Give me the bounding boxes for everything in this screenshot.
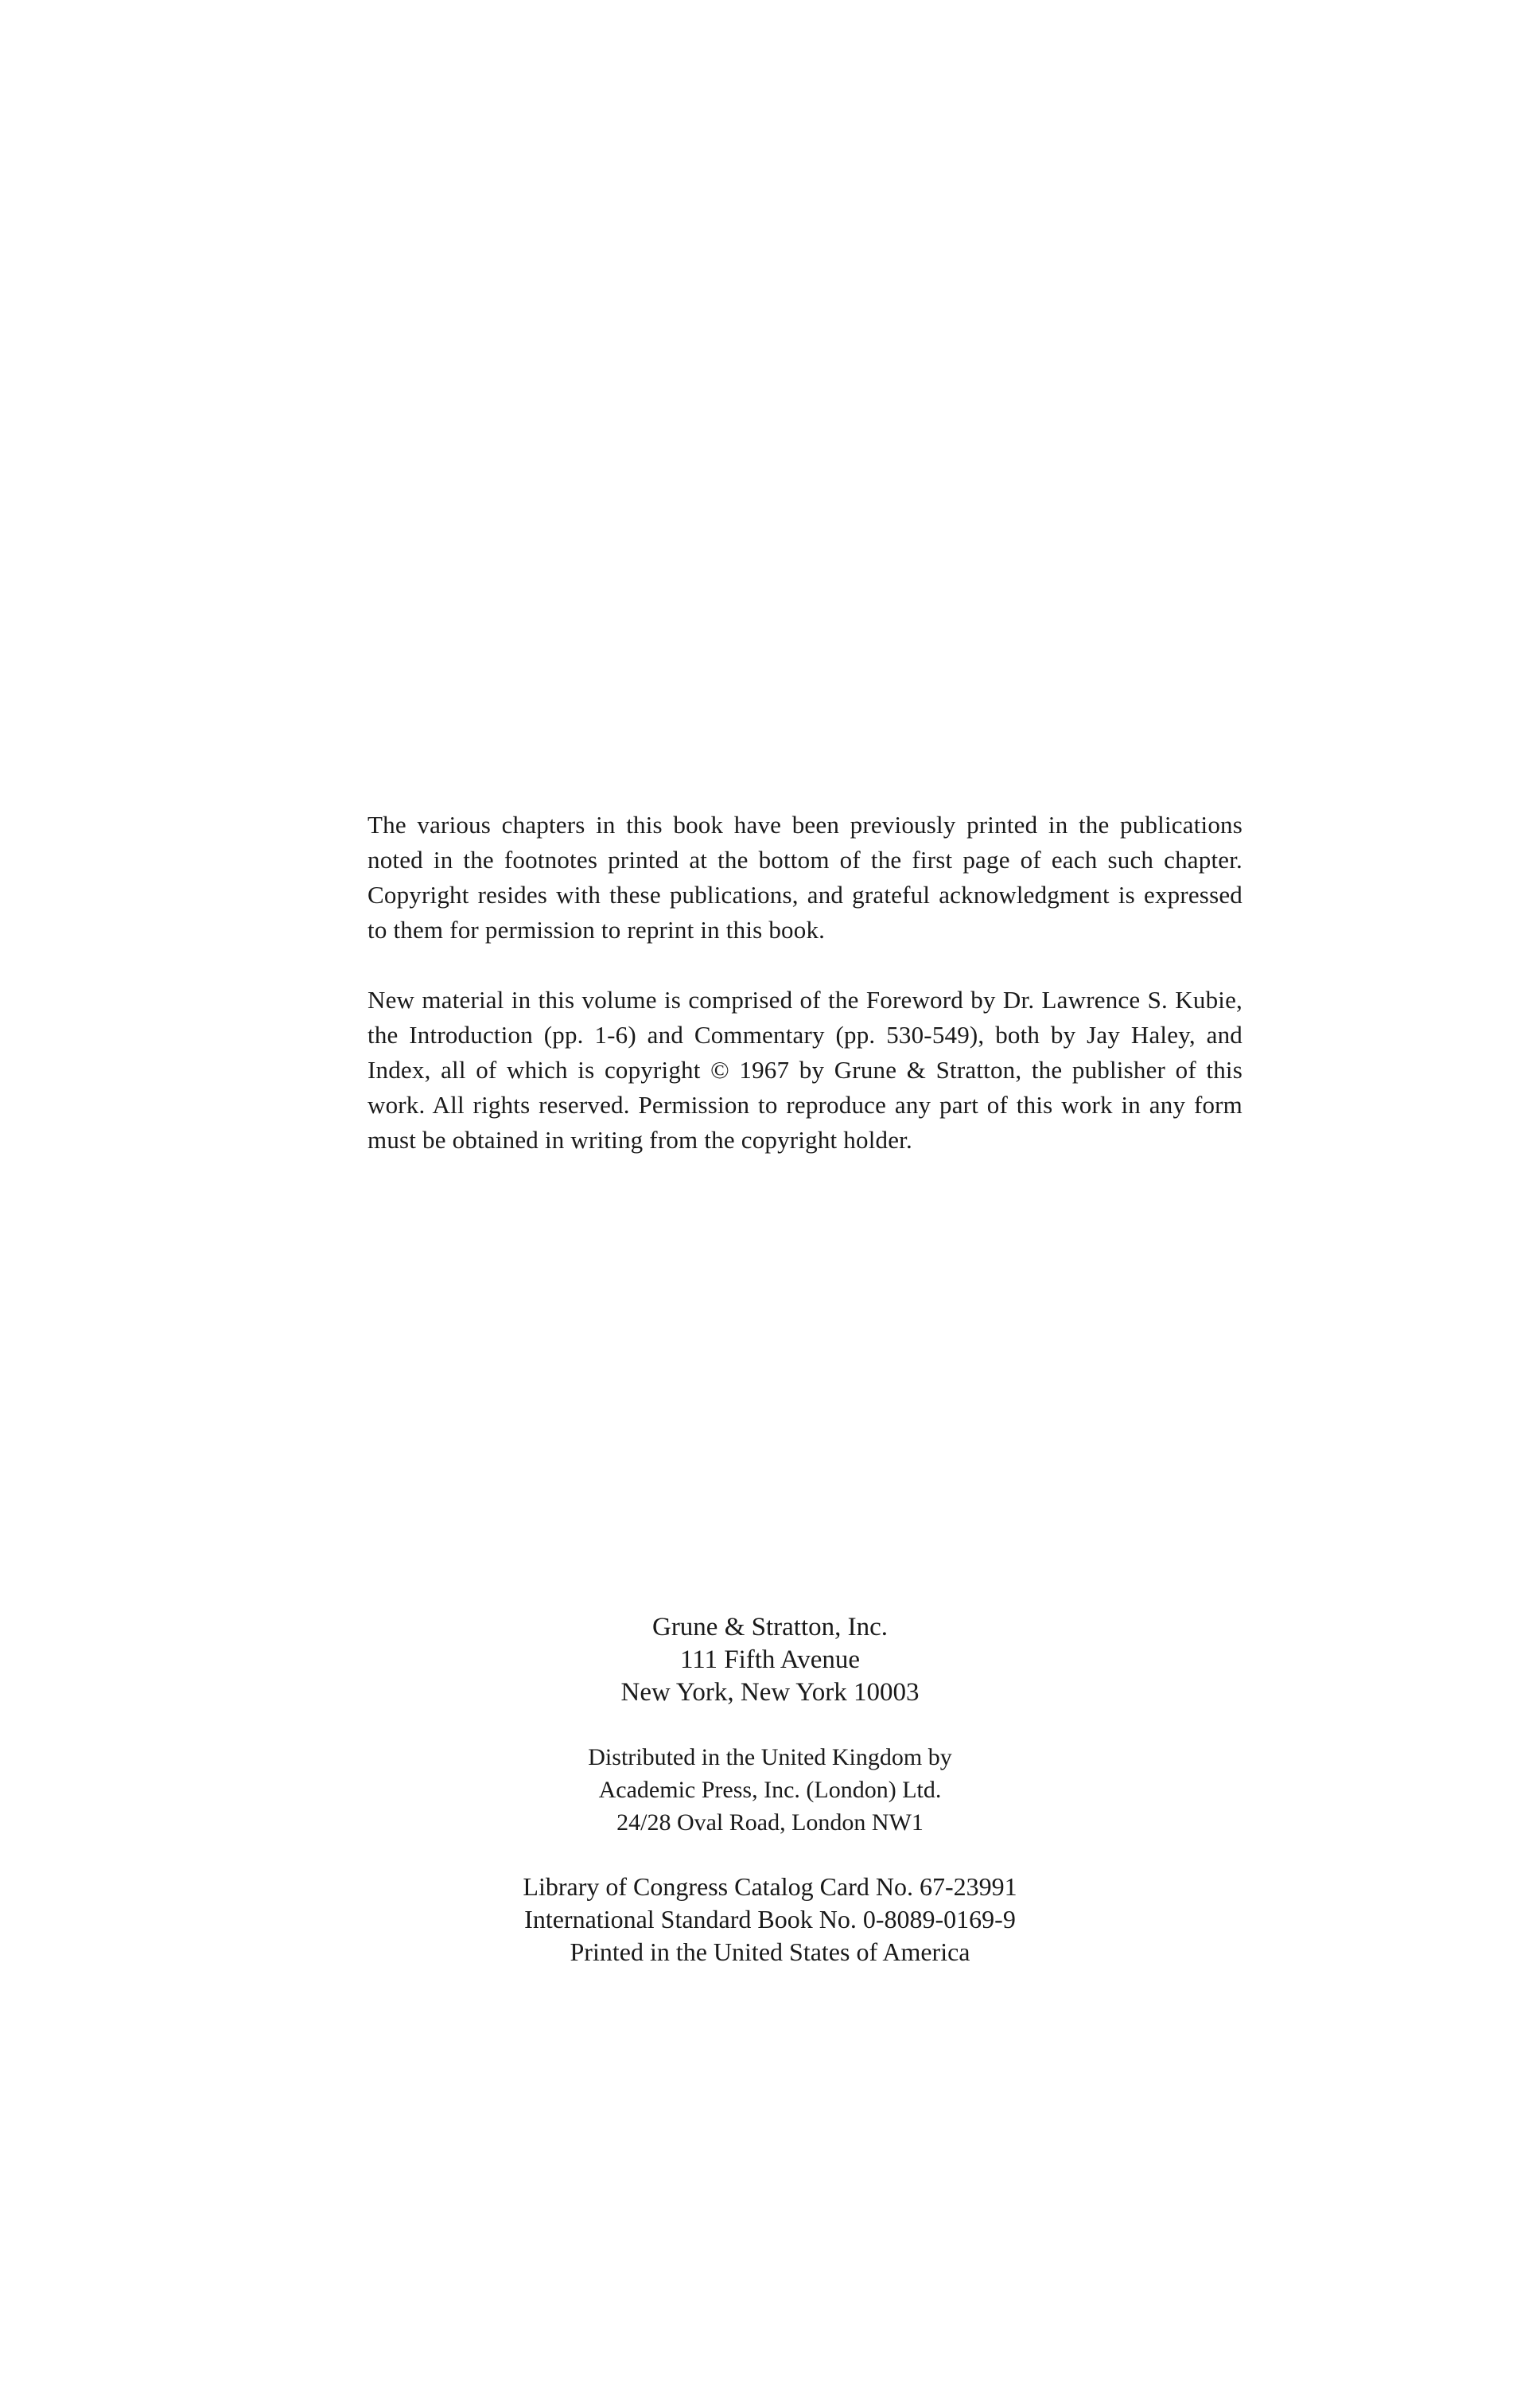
publisher-street: 111 Fifth Avenue [679,1645,861,1674]
publisher-address [0,1611,1540,1709]
publisher-imprint [0,1611,1540,1968]
copyright-notice [368,808,1242,1158]
publisher-city: New York, New York 10003 [620,1678,920,1707]
printed-in-line: Printed in the United States of America [570,1937,970,1966]
new-material-paragraph: New material in this volume is comprised of the Foreword by Dr. Lawrence S. Kubie, the Introduction (pp. 1-6) and Commentary (pp. 530-549), both by Jay Haley, and Index, all of which is copyright © 1967 by Grune & Stratton, the publisher of this work. All rights reserved. Permission to reproduce any part of this work in any form must be obtained in writing from the copyright holder. [368,986,1242,1154]
reprint-acknowledgment-paragraph: The various chapters in this book have been previously printed in the publications noted in the footnotes printed at the bottom of the first page of each such chapter. Copyright resides with these publications, and grateful acknowledgment is expressed to them for permission to reprint in this book. [368,811,1242,944]
distribution-line-3: 24/28 Oval Road, London NW1 [616,1809,924,1836]
catalog-info [0,1871,1540,1968]
distribution-line-2: Academic Press, Inc. (London) Ltd. [598,1777,942,1803]
uk-distribution [0,1741,1540,1839]
isbn-line: International Standard Book No. 0-8089-0169-9 [524,1905,1016,1933]
loc-catalog-card: Library of Congress Catalog Card No. 67-23991 [523,1872,1017,1901]
distribution-line-1: Distributed in the United Kingdom by [588,1744,952,1770]
publisher-name: Grune & Stratton, Inc. [651,1613,889,1641]
